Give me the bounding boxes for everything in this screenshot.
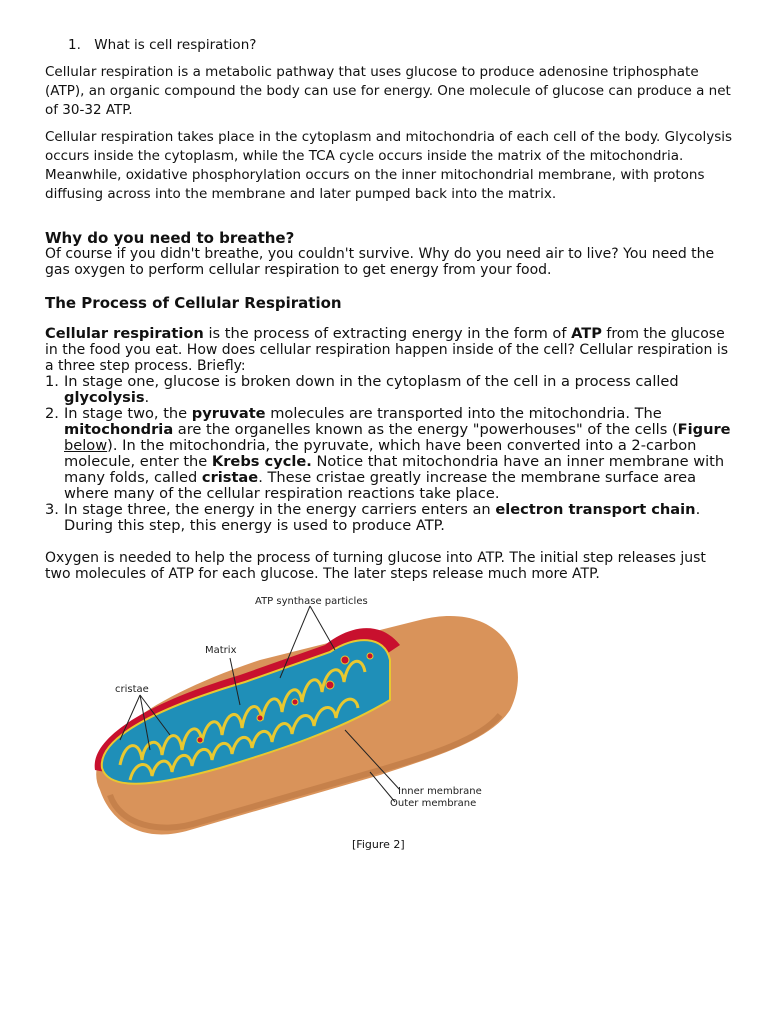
paragraph-location: Cellular respiration takes place in the cytoplasm and mitochondria of each cell of the body. Glycolysis occurs inside the cytoplasm, while the TCA cycle occurs inside the matrix of the mitochondria. Meanwhile, oxidative phosphorylation occurs on the inner mitochondrial membrane, with protons diffusing across into the membrane and later pumped back into the matrix. [45,129,733,202]
paragraph-breathe: Of course if you didn't breathe, you couldn't survive. Why do you need air to live? You need the gas oxygen to perform cellular respiration to get energy from your food. [45,246,715,278]
term-electron-transport-chain: electron transport chain [495,501,696,518]
label-outer-membrane: Outer membrane [390,798,477,809]
term-glycolysis: glycolysis [64,389,145,406]
term-pyruvate: pyruvate [191,405,266,422]
term-atp: ATP [571,325,602,342]
mitochondrion-diagram [80,590,530,850]
question-number: 1. [68,37,81,53]
heading-process: The Process of Cellular Respiration [45,294,342,312]
label-inner-membrane: Inner membrane [398,786,482,797]
list-item-stage-3: 3. In stage three, the energy in the energy carriers enters an electron transport chain. During this step, this energy is used to produce ATP. [45,501,701,534]
term-krebs-cycle: Krebs cycle. [211,453,312,470]
paragraph-process-intro: Cellular respiration is the process of extracting energy in the form of ATP from the glucose in the food you eat. How does cellular respiration happen inside of the cell? Cellular respiration is a three step process. Briefly: [45,325,728,374]
paragraph-oxygen: Oxygen is needed to help the process of turning glucose into ATP. The initial step releases just two molecules of ATP for each glucose. The later steps release much more ATP. [45,550,706,582]
question-heading [68,37,256,53]
heading-breathe: Why do you need to breathe? [45,229,295,247]
stage-list [45,374,735,534]
term-figure: Figure [677,421,731,438]
label-atp-synthase: ATP synthase particles [255,596,368,607]
link-below[interactable]: below [64,437,108,454]
label-cristae: cristae [115,684,149,695]
figure-caption: [Figure 2] [352,838,405,851]
paragraph-atp: Cellular respiration is a metabolic pathway that uses glucose to produce adenosine triphosphate (ATP), an organic compound the body can use for energy. One molecule of glucose can produce a net of 30-32 ATP. [45,64,731,118]
list-item-stage-1: 1. In stage one, glucose is broken down in the cytoplasm of the cell in a process called glycolysis. [45,373,679,406]
term-cellular-respiration: Cellular respiration [45,325,204,342]
list-item-stage-2: 2. In stage two, the pyruvate molecules are transported into the mitochondria. The mitochondria are the organelles known as the energy "powerhouses" of the cells (Figure below). In the mitochondria, the pyruvate, which have been converted into a 2-carbon molecule, enter the Krebs cycle. Notice that mitochondria have an inner membrane with many folds, called cristae. These cristae greatly increase the membrane surface area where many of the cellular respiration reactions take place. [45,405,731,502]
term-mitochondria: mitochondria [64,421,174,438]
term-cristae: cristae [201,469,259,486]
question-text: What is cell respiration? [94,37,257,53]
label-matrix: Matrix [205,645,237,656]
